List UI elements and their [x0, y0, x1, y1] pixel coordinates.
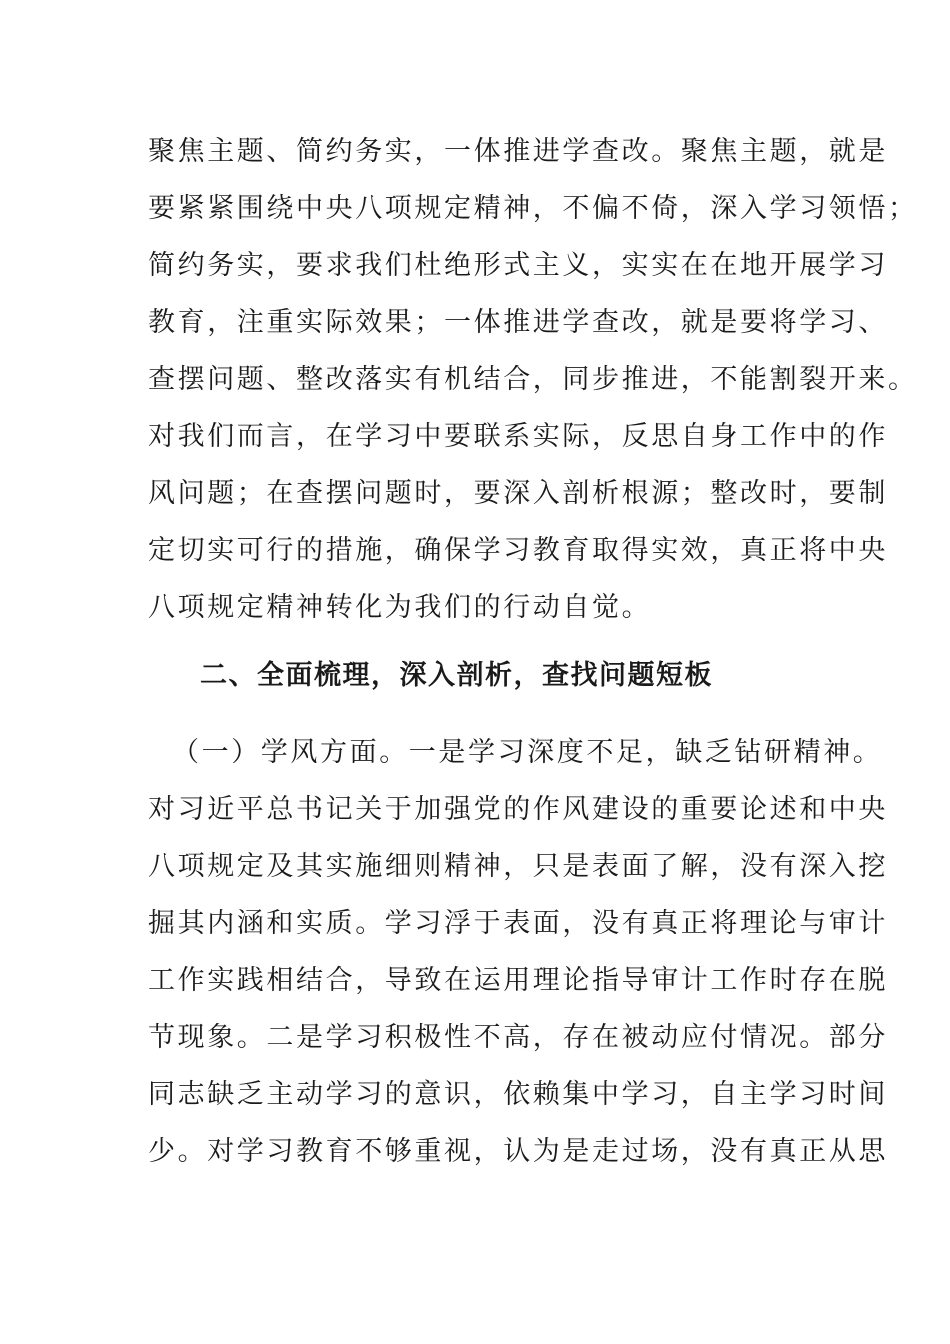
- body-text-line: 查摆问题、整改落实有机结合，同步推进，不能割裂开来。: [148, 364, 918, 395]
- body-text-line: 教育，注重实际效果；一体推进学查改，就是要将学习、: [148, 307, 888, 338]
- body-text-line: 简约务实，要求我们杜绝形式主义，实实在在地开展学习: [148, 250, 888, 281]
- body-text-line: 节现象。二是学习积极性不高，存在被动应付情况。部分: [148, 1022, 888, 1053]
- body-text-line: 定切实可行的措施，确保学习教育取得实效，真正将中央: [148, 535, 888, 566]
- body-text-line: 工作实践相结合，导致在运用理论指导审计工作时存在脱: [148, 965, 888, 996]
- body-text-line: 少。对学习教育不够重视，认为是走过场，没有真正从思: [148, 1136, 888, 1167]
- body-text-line: 八项规定及其实施细则精神，只是表面了解，没有深入挖: [148, 851, 888, 882]
- body-text-line: 风问题；在查摆问题时，要深入剖析根源；整改时，要制: [148, 478, 888, 509]
- body-text-line: 对习近平总书记关于加强党的作风建设的重要论述和中央: [148, 794, 888, 825]
- body-text-line: 对我们而言，在学习中要联系实际，反思自身工作中的作: [148, 421, 888, 452]
- section-heading: 二、全面梳理，深入剖析，查找问题短板: [200, 660, 713, 691]
- body-text-line: 八项规定精神转化为我们的行动自觉。: [148, 592, 652, 623]
- body-text-line: （一）学风方面。一是学习深度不足，缺乏钻研精神。: [172, 737, 883, 768]
- body-text-line: 聚焦主题、简约务实，一体推进学查改。聚焦主题，就是: [148, 136, 888, 167]
- body-text-line: 要紧紧围绕中央八项规定精神，不偏不倚，深入学习领悟；: [148, 193, 918, 224]
- body-text-line: 掘其内涵和实质。学习浮于表面，没有真正将理论与审计: [148, 908, 888, 939]
- body-text-line: 同志缺乏主动学习的意识，依赖集中学习，自主学习时间: [148, 1079, 888, 1110]
